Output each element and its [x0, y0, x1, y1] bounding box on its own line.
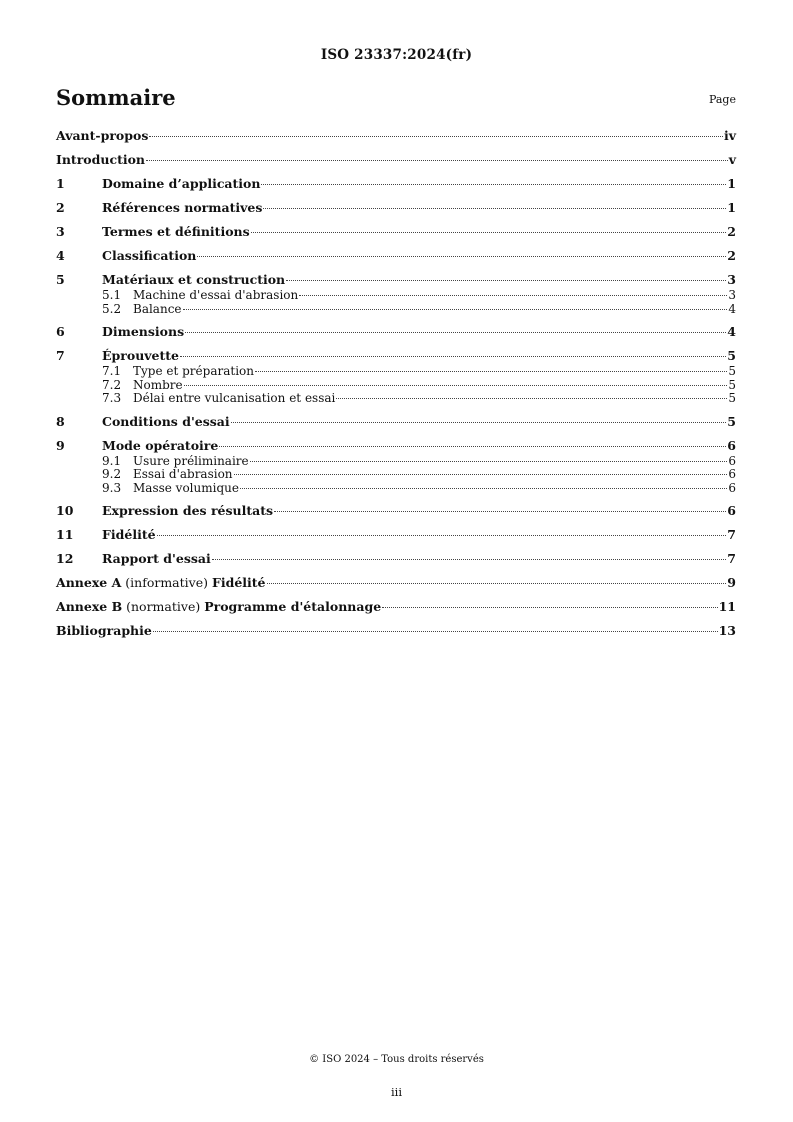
dot-leader — [382, 607, 717, 608]
dot-leader — [255, 371, 727, 372]
toc-entry[interactable] — [56, 152, 736, 168]
toc-entry-number: 1 — [56, 176, 65, 191]
toc-entry-page: 4 — [727, 324, 736, 339]
toc-entry-label: Fidélité — [102, 527, 156, 542]
toc-entry[interactable] — [56, 224, 736, 240]
toc-entry-number: 7.3 — [102, 391, 122, 405]
dot-leader — [261, 184, 726, 185]
toc-entry-page: 11 — [718, 599, 736, 614]
toc-entry-label — [56, 599, 381, 615]
toc-title: Sommaire — [56, 85, 176, 110]
toc-entry-number: 9.3 — [102, 480, 122, 495]
toc-entry-label: Introduction — [56, 152, 146, 167]
dot-leader — [250, 461, 728, 462]
toc-entry[interactable] — [56, 176, 736, 192]
dot-leader — [286, 280, 726, 281]
toc-entry-label: Domaine d’application — [102, 176, 261, 191]
toc-entry-number: 9 — [56, 437, 65, 453]
toc-entry-number: 10 — [56, 503, 74, 518]
toc-entry-page: 6 — [728, 467, 736, 481]
toc-entry[interactable] — [56, 248, 736, 264]
toc-entry-number: 9.2 — [102, 467, 122, 481]
toc-entry-number: 3 — [56, 224, 65, 239]
toc-entry-label: Avant-propos — [56, 128, 149, 143]
dot-leader — [197, 256, 726, 257]
toc-entry-label: Type et préparation — [133, 364, 254, 378]
dot-leader — [212, 559, 727, 560]
toc-entry[interactable] — [56, 551, 736, 567]
toc-entry-label: Éprouvette — [102, 348, 179, 363]
toc-entry-page: 5 — [727, 413, 736, 429]
dot-leader — [240, 488, 727, 489]
toc-entry-label: Nombre — [133, 377, 183, 392]
toc-entry-page: 7 — [727, 527, 736, 542]
toc-entry-page: 2 — [727, 248, 736, 263]
dot-leader — [234, 474, 728, 475]
dot-leader — [183, 309, 728, 310]
toc-page-column-label: Page — [708, 93, 736, 106]
dot-leader — [146, 160, 728, 161]
toc-entry-page: 5 — [727, 348, 736, 363]
toc-entry-label: Matériaux et construction — [102, 272, 286, 287]
toc-entry-label: Mode opératoire — [102, 437, 219, 453]
toc-entry-label: Rapport d'essai — [102, 551, 211, 566]
toc-entry-label: Expression des résultats — [102, 503, 274, 518]
dot-leader — [299, 295, 727, 296]
toc-entry-number: 7.1 — [102, 364, 122, 378]
toc-entry-page: 7 — [727, 551, 736, 566]
toc-entry-page: 1 — [727, 200, 736, 215]
annex-status: (normative) — [122, 599, 205, 614]
dot-leader — [231, 422, 727, 423]
toc-entry-label: Délai entre vulcanisation et essai — [133, 391, 336, 405]
annex-id: Annexe A — [56, 575, 122, 590]
dot-leader — [153, 631, 718, 632]
annex-id: Annexe B — [56, 599, 123, 614]
toc-entry-page: 2 — [727, 224, 736, 239]
annex-title: Programme d'étalonnage — [204, 599, 382, 614]
toc-heading-row — [56, 85, 736, 115]
dot-leader — [263, 208, 726, 209]
toc-entry-page: 5 — [728, 364, 736, 378]
toc-entry-label: Essai d'abrasion — [133, 467, 233, 481]
toc-entry-label — [56, 575, 266, 591]
toc-entry-number: 11 — [56, 527, 74, 542]
copyright-footer: © ISO 2024 – Tous droits réservés — [309, 1054, 484, 1065]
toc-entry-number: 4 — [56, 248, 65, 263]
toc-entry-page: 6 — [727, 503, 736, 518]
toc-entry-page: 5 — [728, 391, 736, 405]
toc-subentry[interactable] — [56, 365, 736, 379]
toc-entry-number: 5.1 — [102, 288, 122, 302]
toc-entry-page: 6 — [728, 453, 736, 468]
document-header: ISO 23337:2024(fr) — [320, 47, 473, 63]
toc-entry-page: 3 — [727, 272, 736, 287]
toc-entry-label: Dimensions — [102, 324, 185, 339]
toc-subentry[interactable] — [56, 455, 736, 469]
toc-entry[interactable] — [56, 128, 736, 144]
toc-entry-label: Classification — [102, 248, 197, 263]
toc-entry-number: 12 — [56, 551, 74, 566]
toc-entry-page: 1 — [727, 176, 736, 191]
toc-entry-number: 7.2 — [102, 377, 122, 392]
toc-entry[interactable] — [56, 503, 736, 519]
toc-entry-page: iv — [723, 128, 736, 143]
toc-subentry[interactable] — [56, 289, 736, 303]
toc-entry-number: 7 — [56, 348, 65, 363]
toc-entry-page: 13 — [718, 623, 736, 638]
toc-entry[interactable] — [56, 200, 736, 216]
dot-leader — [336, 398, 727, 399]
toc-entry-page: 6 — [728, 480, 736, 495]
toc-entry-label: Termes et définitions — [102, 224, 250, 239]
dot-leader — [149, 136, 723, 137]
toc-entry[interactable] — [56, 438, 736, 454]
annex-title: Fidélité — [211, 575, 266, 590]
toc-entry-label: Usure préliminaire — [133, 453, 249, 468]
toc-subentry[interactable] — [56, 392, 736, 406]
toc-subentry[interactable] — [56, 468, 736, 482]
dot-leader — [251, 232, 727, 233]
dot-leader — [185, 332, 726, 333]
dot-leader — [180, 356, 726, 357]
toc-entry[interactable] — [56, 414, 736, 430]
toc-entry-number: 5 — [56, 272, 65, 287]
toc-entry[interactable] — [56, 272, 736, 288]
toc-entry[interactable] — [56, 348, 736, 364]
toc-entry-label: Machine d'essai d'abrasion — [133, 288, 299, 302]
toc-subentry[interactable] — [56, 303, 736, 317]
toc-entry-page: 4 — [728, 301, 736, 316]
toc-entry-number: 2 — [56, 200, 65, 215]
toc-entry-number: 6 — [56, 324, 65, 339]
dot-leader — [274, 511, 726, 512]
toc-entry-page: v — [728, 152, 736, 167]
toc-entry-number: 9.1 — [102, 453, 122, 468]
toc-entry-label: Balance — [133, 301, 182, 316]
dot-leader — [267, 583, 727, 584]
toc-entry-label: Bibliographie — [56, 623, 152, 638]
toc-entry-number: 5.2 — [102, 301, 122, 316]
toc-entry-label: Conditions d'essai — [102, 413, 230, 429]
toc-entry-page: 9 — [727, 575, 736, 590]
toc-entry[interactable] — [56, 527, 736, 543]
dot-leader — [157, 535, 727, 536]
table-of-contents — [56, 128, 736, 639]
toc-entry-page: 3 — [728, 288, 736, 302]
toc-entry-label: Références normatives — [102, 200, 263, 215]
toc-entry-number: 8 — [56, 413, 65, 429]
dot-leader — [219, 446, 726, 447]
toc-entry[interactable] — [56, 575, 736, 591]
toc-entry[interactable] — [56, 599, 736, 615]
page-number: iii — [390, 1085, 403, 1099]
toc-entry-page: 5 — [728, 377, 736, 392]
annex-status: (informative) — [121, 575, 212, 590]
toc-entry-page: 6 — [727, 437, 736, 453]
toc-subentry[interactable] — [56, 379, 736, 393]
toc-subentry[interactable] — [56, 482, 736, 496]
toc-entry-label: Masse volumique — [133, 480, 239, 495]
toc-entry[interactable] — [56, 623, 736, 639]
toc-entry[interactable] — [56, 324, 736, 340]
dot-leader — [184, 385, 728, 386]
